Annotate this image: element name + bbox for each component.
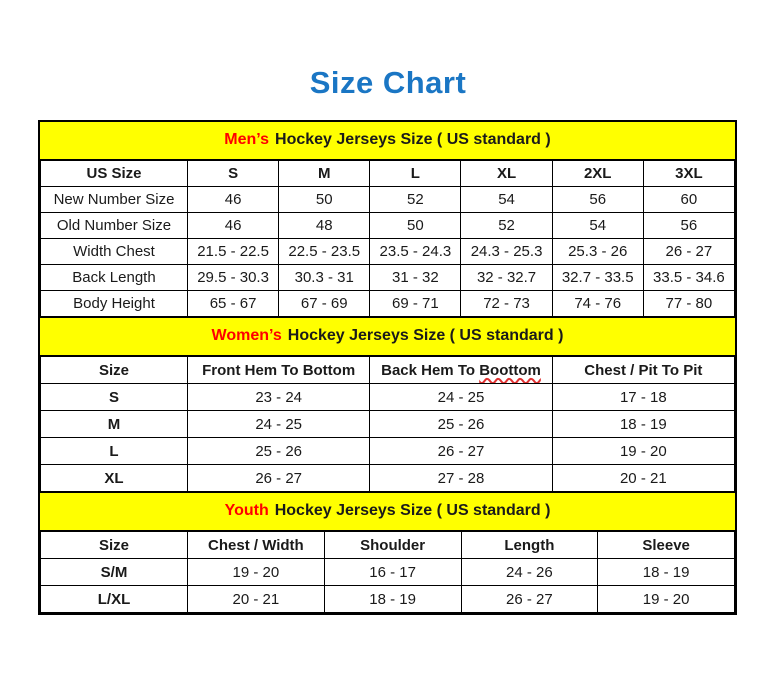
row-label-cell: Old Number Size (41, 213, 188, 239)
column-header-cell: Size (41, 532, 188, 559)
table-header-row (41, 532, 735, 559)
value-cell: 46 (188, 187, 279, 213)
value-cell: 32 - 32.7 (461, 265, 552, 291)
value-cell: 46 (188, 213, 279, 239)
page-title: Size Chart (309, 65, 467, 100)
value-cell: 52 (370, 187, 461, 213)
column-header-cell (370, 357, 552, 384)
value-cell: 19 - 20 (598, 586, 735, 613)
table-row (41, 213, 735, 239)
value-cell: 24 - 25 (188, 411, 370, 438)
value-cell: 33.5 - 34.6 (643, 265, 734, 291)
row-label-cell: Body Height (41, 291, 188, 317)
value-cell: 26 - 27 (370, 438, 552, 465)
value-cell: 26 - 27 (461, 586, 598, 613)
size-chart (38, 120, 737, 615)
table-header-row (41, 161, 735, 187)
value-cell: 50 (279, 187, 370, 213)
value-cell: 54 (461, 187, 552, 213)
table-row (41, 291, 735, 317)
value-cell: 24 - 25 (370, 384, 552, 411)
value-cell: 20 - 21 (188, 586, 325, 613)
column-header-cell: Chest / Width (188, 532, 325, 559)
value-cell: 19 - 20 (188, 559, 325, 586)
value-cell: 69 - 71 (370, 291, 461, 317)
value-cell: 30.3 - 31 (279, 265, 370, 291)
value-cell: 23.5 - 24.3 (370, 239, 461, 265)
mens-section-header (40, 122, 735, 160)
value-cell: 29.5 - 30.3 (188, 265, 279, 291)
table-row (41, 187, 735, 213)
column-header-cell: M (279, 161, 370, 187)
row-label-cell: Back Length (41, 265, 188, 291)
value-cell: 56 (643, 213, 734, 239)
column-header-cell: L (370, 161, 461, 187)
value-cell: 65 - 67 (188, 291, 279, 317)
table-header-row (41, 357, 735, 384)
row-label-cell: S (41, 384, 188, 411)
row-label-cell: S/M (41, 559, 188, 586)
column-header-cell: Chest / Pit To Pit (552, 357, 734, 384)
table-row (41, 411, 735, 438)
row-label-cell: XL (41, 465, 188, 492)
womens-size-table (40, 356, 735, 492)
row-label-cell: L/XL (41, 586, 188, 613)
column-header-cell: 2XL (552, 161, 643, 187)
value-cell: 48 (279, 213, 370, 239)
value-cell: 77 - 80 (643, 291, 734, 317)
value-cell: 19 - 20 (552, 438, 734, 465)
value-cell: 74 - 76 (552, 291, 643, 317)
value-cell: 54 (552, 213, 643, 239)
value-cell: 25.3 - 26 (552, 239, 643, 265)
row-label-cell: M (41, 411, 188, 438)
table-row (41, 438, 735, 465)
value-cell: 16 - 17 (324, 559, 461, 586)
value-cell: 18 - 19 (598, 559, 735, 586)
column-header-cell: Length (461, 532, 598, 559)
value-cell: 17 - 18 (552, 384, 734, 411)
column-header-cell: XL (461, 161, 552, 187)
value-cell: 31 - 32 (370, 265, 461, 291)
row-label-cell: New Number Size (41, 187, 188, 213)
value-cell: 26 - 27 (643, 239, 734, 265)
value-cell: 50 (370, 213, 461, 239)
womens-section-title: Hockey Jerseys Size ( US standard ) (287, 327, 564, 344)
value-cell: 24 - 26 (461, 559, 598, 586)
value-cell: 18 - 19 (552, 411, 734, 438)
column-header-cell: Size (41, 357, 188, 384)
value-cell: 23 - 24 (188, 384, 370, 411)
mens-section-title: Hockey Jerseys Size ( US standard ) (275, 131, 551, 148)
value-cell: 26 - 27 (188, 465, 370, 492)
value-cell: 27 - 28 (370, 465, 552, 492)
value-cell: 32.7 - 33.5 (552, 265, 643, 291)
value-cell: 25 - 26 (370, 411, 552, 438)
column-header-cell: Sleeve (598, 532, 735, 559)
column-header-cell: S (188, 161, 279, 187)
table-row (41, 465, 735, 492)
value-cell: 24.3 - 25.3 (461, 239, 552, 265)
womens-section-header (40, 317, 735, 356)
value-cell: 22.5 - 23.5 (279, 239, 370, 265)
womens-section-highlight: Women’s (211, 327, 282, 344)
youth-section-title: Hockey Jerseys Size ( US standard ) (274, 502, 551, 519)
value-cell: 72 - 73 (461, 291, 552, 317)
mens-size-table (40, 160, 735, 317)
value-cell: 25 - 26 (188, 438, 370, 465)
table-row (41, 384, 735, 411)
column-header-cell: Front Hem To Bottom (188, 357, 370, 384)
value-cell: 52 (461, 213, 552, 239)
table-row (41, 239, 735, 265)
column-header-cell: US Size (41, 161, 188, 187)
youth-section-highlight: Youth (224, 502, 269, 519)
table-row (41, 265, 735, 291)
column-header-text: Back Hem To (381, 361, 476, 379)
value-cell: 20 - 21 (552, 465, 734, 492)
youth-size-table (40, 531, 735, 613)
table-row (41, 559, 735, 586)
column-header-cell: Shoulder (324, 532, 461, 559)
youth-section-header (40, 492, 735, 531)
row-label-cell: Width Chest (41, 239, 188, 265)
value-cell: 21.5 - 22.5 (188, 239, 279, 265)
column-header-cell: 3XL (643, 161, 734, 187)
table-row (41, 586, 735, 613)
mens-section-highlight: Men’s (224, 131, 270, 148)
value-cell: 18 - 19 (324, 586, 461, 613)
value-cell: 60 (643, 187, 734, 213)
value-cell: 67 - 69 (279, 291, 370, 317)
row-label-cell: L (41, 438, 188, 465)
value-cell: 56 (552, 187, 643, 213)
misspelled-word: Boottom (479, 361, 541, 379)
